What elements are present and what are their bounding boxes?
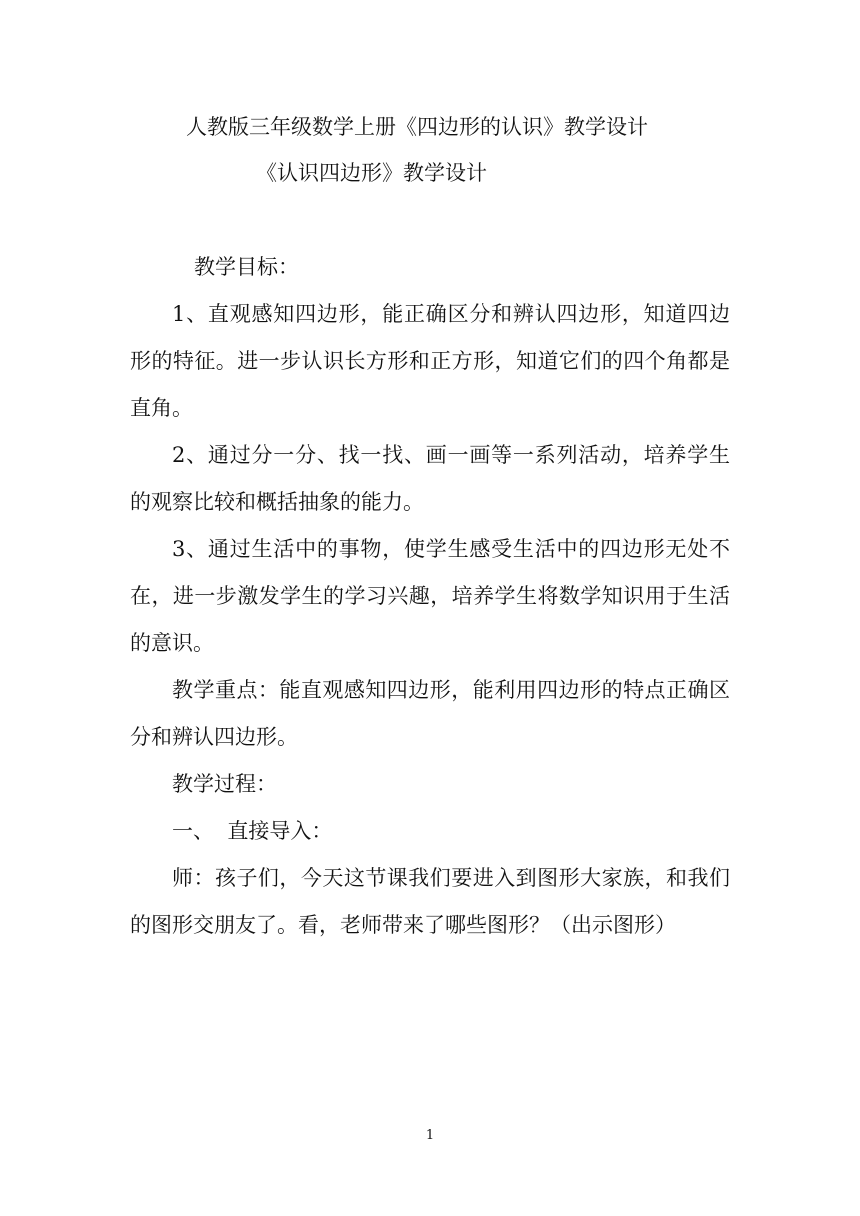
document-subtitle: 《认识四边形》教学设计: [256, 161, 487, 185]
teacher-dialogue-paragraph: 师：孩子们，今天这节课我们要进入到图形大家族，和我们的图形交朋友了。看，老师带来了哪些图形？（出示图形）: [130, 866, 730, 937]
objective-paragraph-3: 3、通过生活中的事物，使学生感受生活中的四边形无处不在，进一步激发学生的学习兴趣，培养学生将数学知识用于生活的意识。: [130, 537, 730, 655]
section-heading-intro: 一、 直接导入：: [172, 819, 333, 843]
objectives-heading: 教学目标：: [194, 255, 299, 279]
objective-paragraph-1: 1、直观感知四边形，能正确区分和辨认四边形，知道四边形的特征。进一步认识长方形和正方形，知道它们的四个角都是直角。: [130, 302, 730, 420]
document-title: 人教版三年级数学上册《四边形的认识》教学设计: [186, 115, 648, 139]
page-number: 1: [425, 1128, 435, 1143]
key-points-paragraph: 教学重点：能直观感知四边形，能利用四边形的特点正确区分和辨认四边形。: [130, 678, 730, 749]
process-heading: 教学过程：: [172, 772, 277, 796]
objective-paragraph-2: 2、通过分一分、找一找、画一画等一系列活动，培养学生的观察比较和概括抽象的能力。: [130, 443, 730, 514]
document-body: [130, 244, 730, 949]
